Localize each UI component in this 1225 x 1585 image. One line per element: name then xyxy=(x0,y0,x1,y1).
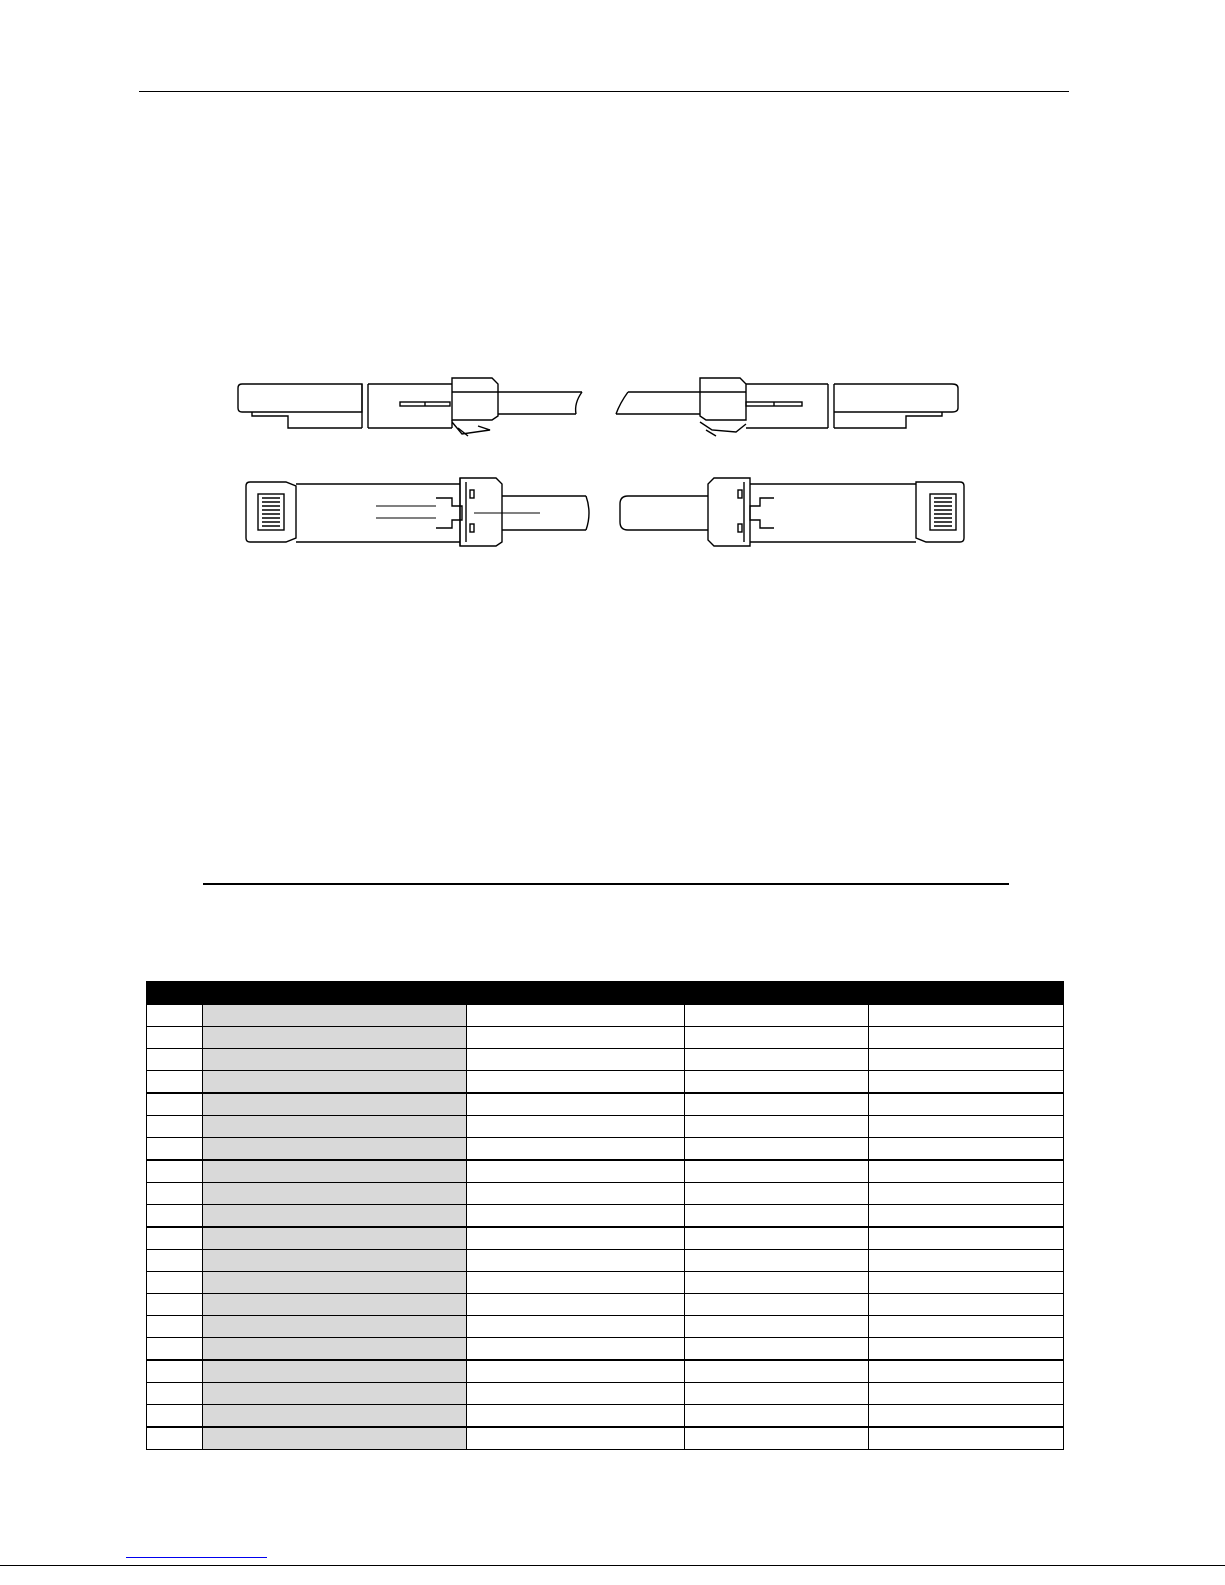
table-cell xyxy=(203,1093,467,1116)
table-cell xyxy=(203,1294,467,1316)
table-row xyxy=(147,1093,1064,1116)
table-cell xyxy=(467,1360,685,1383)
table-cell xyxy=(147,1049,203,1071)
table-cell xyxy=(467,1294,685,1316)
table-cell xyxy=(869,1427,1064,1450)
table-cell xyxy=(685,1405,869,1428)
table-row xyxy=(147,1427,1064,1450)
table-cell xyxy=(203,1049,467,1071)
table-row xyxy=(147,1227,1064,1250)
table-cell xyxy=(203,1227,467,1250)
table-cell xyxy=(685,1294,869,1316)
table-row xyxy=(147,1250,1064,1272)
table-cell xyxy=(147,1383,203,1405)
table-cell xyxy=(203,1071,467,1094)
table-cell xyxy=(147,1405,203,1428)
table-cell xyxy=(685,1005,869,1027)
table-cell xyxy=(147,1005,203,1027)
table-cell xyxy=(147,1316,203,1338)
table-cell xyxy=(467,1405,685,1428)
top-view-left-connector xyxy=(246,478,589,546)
table-cell xyxy=(203,1027,467,1049)
table-cell xyxy=(685,1360,869,1383)
table-row xyxy=(147,1272,1064,1294)
table-cell xyxy=(869,1116,1064,1138)
table-cell xyxy=(467,1227,685,1250)
side-view-right-connector xyxy=(616,378,958,436)
table-row xyxy=(147,1316,1064,1338)
table-header-cell xyxy=(467,982,685,1005)
table-cell xyxy=(203,1116,467,1138)
table-cell xyxy=(869,1183,1064,1205)
table-cell xyxy=(203,1205,467,1228)
footer-rule xyxy=(0,1565,1225,1566)
table-cell xyxy=(685,1071,869,1094)
header-rule xyxy=(139,91,1069,92)
table-cell xyxy=(685,1316,869,1338)
table-cell xyxy=(203,1138,467,1161)
table-header-cell xyxy=(203,982,467,1005)
table-cell xyxy=(467,1160,685,1183)
table-cell xyxy=(467,1250,685,1272)
table-cell xyxy=(685,1427,869,1450)
side-view-left-connector xyxy=(238,378,582,436)
table-row xyxy=(147,1405,1064,1428)
table-row xyxy=(147,1027,1064,1049)
table-cell xyxy=(467,1183,685,1205)
section-divider xyxy=(203,883,1009,885)
table-cell xyxy=(147,1360,203,1383)
table-cell xyxy=(467,1049,685,1071)
table-row xyxy=(147,1338,1064,1361)
table-cell xyxy=(869,1071,1064,1094)
cable-assembly-drawing xyxy=(230,370,980,555)
table-cell xyxy=(203,1160,467,1183)
table-row xyxy=(147,1360,1064,1383)
table-cell xyxy=(685,1250,869,1272)
table-cell xyxy=(869,1405,1064,1428)
table-cell xyxy=(467,1316,685,1338)
table-cell xyxy=(869,1338,1064,1361)
table-row xyxy=(147,1183,1064,1205)
table-cell xyxy=(685,1227,869,1250)
footer-link[interactable] xyxy=(126,1556,267,1558)
table-header-cell xyxy=(147,982,203,1005)
table-cell xyxy=(869,1250,1064,1272)
table-cell xyxy=(467,1116,685,1138)
table-row xyxy=(147,1005,1064,1027)
table-cell xyxy=(869,1160,1064,1183)
table-cell xyxy=(203,1360,467,1383)
table-header-cell xyxy=(685,982,869,1005)
table-cell xyxy=(147,1427,203,1450)
pin-assignment-table xyxy=(146,981,1064,1450)
table-row xyxy=(147,1071,1064,1094)
table-header-cell xyxy=(869,982,1064,1005)
table-cell xyxy=(147,1093,203,1116)
table-cell xyxy=(685,1383,869,1405)
table-cell xyxy=(869,1049,1064,1071)
table-cell xyxy=(467,1138,685,1161)
table-cell xyxy=(685,1049,869,1071)
table-cell xyxy=(147,1116,203,1138)
table-cell xyxy=(467,1005,685,1027)
table-cell xyxy=(869,1360,1064,1383)
table-cell xyxy=(147,1272,203,1294)
table-cell xyxy=(869,1205,1064,1228)
table-cell xyxy=(147,1071,203,1094)
table-cell xyxy=(685,1027,869,1049)
table-cell xyxy=(685,1205,869,1228)
table-cell xyxy=(869,1294,1064,1316)
table-cell xyxy=(869,1383,1064,1405)
table-cell xyxy=(203,1183,467,1205)
table-cell xyxy=(869,1093,1064,1116)
table-cell xyxy=(869,1272,1064,1294)
table-cell xyxy=(869,1138,1064,1161)
table-row xyxy=(147,1049,1064,1071)
table-cell xyxy=(467,1383,685,1405)
table-cell xyxy=(467,1272,685,1294)
table-cell xyxy=(203,1427,467,1450)
table-cell xyxy=(685,1160,869,1183)
table-cell xyxy=(203,1316,467,1338)
table-cell xyxy=(147,1160,203,1183)
table-row xyxy=(147,1138,1064,1161)
table-cell xyxy=(147,1138,203,1161)
table-row xyxy=(147,1205,1064,1228)
table-cell xyxy=(147,1294,203,1316)
table-cell xyxy=(685,1183,869,1205)
table-cell xyxy=(869,1005,1064,1027)
table-cell xyxy=(685,1116,869,1138)
table-cell xyxy=(203,1405,467,1428)
table-cell xyxy=(869,1027,1064,1049)
top-view-right-connector xyxy=(620,478,964,546)
table-cell xyxy=(203,1338,467,1361)
table-row xyxy=(147,1116,1064,1138)
table-cell xyxy=(467,1093,685,1116)
table-header-row xyxy=(147,982,1064,1005)
table-cell xyxy=(869,1227,1064,1250)
table-row xyxy=(147,1383,1064,1405)
table-cell xyxy=(869,1316,1064,1338)
table-cell xyxy=(147,1183,203,1205)
table-row xyxy=(147,1160,1064,1183)
table-cell xyxy=(467,1205,685,1228)
table-row xyxy=(147,1294,1064,1316)
table-cell xyxy=(467,1071,685,1094)
table-cell xyxy=(147,1227,203,1250)
table-cell xyxy=(203,1383,467,1405)
table-cell xyxy=(203,1005,467,1027)
table-cell xyxy=(685,1093,869,1116)
table-cell xyxy=(203,1272,467,1294)
table-cell xyxy=(467,1427,685,1450)
table-cell xyxy=(685,1272,869,1294)
table-cell xyxy=(147,1027,203,1049)
table-cell xyxy=(685,1138,869,1161)
table-cell xyxy=(685,1338,869,1361)
table-cell xyxy=(467,1338,685,1361)
table-cell xyxy=(203,1250,467,1272)
table-cell xyxy=(147,1250,203,1272)
table-cell xyxy=(147,1205,203,1228)
table-cell xyxy=(467,1027,685,1049)
table-cell xyxy=(147,1338,203,1361)
